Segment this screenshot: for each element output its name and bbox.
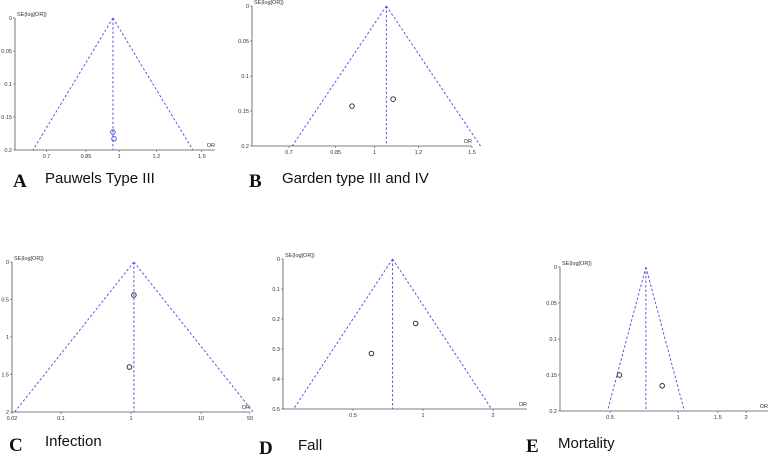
funnel-left-limit xyxy=(33,18,113,150)
study-point xyxy=(660,384,665,389)
x-tick-label: 0.02 xyxy=(6,416,18,422)
panel-c-plot xyxy=(1,256,253,422)
funnel-right-limit xyxy=(646,267,684,411)
x-tick-label: 0.85 xyxy=(330,150,341,156)
x-axis-title: OR xyxy=(206,143,215,149)
panel-a-title: Pauwels Type III xyxy=(45,170,155,187)
study-point xyxy=(391,97,396,102)
funnel-left-limit xyxy=(607,267,645,411)
x-tick-label: 2 xyxy=(744,415,748,421)
panel-a-letter: A xyxy=(13,171,27,192)
funnel-left-limit xyxy=(15,262,134,412)
x-axis-title: OR xyxy=(463,139,472,145)
y-tick-label: 0 xyxy=(245,4,249,10)
y-tick-label: 0.5 xyxy=(272,407,280,413)
funnel-right-limit xyxy=(134,262,253,412)
funnel-left-limit xyxy=(292,6,386,146)
study-point xyxy=(369,351,374,356)
y-tick-label: 0.15 xyxy=(238,109,249,115)
y-tick-label: 0.15 xyxy=(1,115,12,121)
y-tick-label: 0 xyxy=(8,16,12,22)
panel-b-letter: B xyxy=(249,171,262,192)
x-tick-label: 1 xyxy=(373,150,377,156)
y-axis-title: SE(log[OR]) xyxy=(285,253,315,259)
x-tick-label: 0.85 xyxy=(80,154,92,160)
y-tick-label: 0.2 xyxy=(549,409,557,415)
y-tick-label: 0.1 xyxy=(4,82,12,88)
y-tick-label: 0.05 xyxy=(1,49,12,55)
x-tick-label: 0.7 xyxy=(42,154,51,160)
y-tick-label: 0.05 xyxy=(238,39,249,45)
study-point xyxy=(350,104,355,109)
panel-e-plot xyxy=(546,261,768,421)
panel-a-plot xyxy=(1,12,215,160)
y-tick-label: 0.2 xyxy=(241,144,249,150)
panel-b-title: Garden type III and IV xyxy=(282,170,429,187)
funnel-right-limit xyxy=(393,259,492,409)
panel-e-letter: E xyxy=(526,436,539,457)
y-tick-label: 0.2 xyxy=(4,148,12,154)
y-tick-label: 1 xyxy=(5,335,9,341)
y-tick-label: 0.2 xyxy=(272,317,280,323)
panel-c-letter: C xyxy=(9,435,23,456)
x-tick-label: 1.2 xyxy=(414,150,423,156)
y-tick-label: 0.1 xyxy=(241,74,249,80)
y-tick-label: 0.1 xyxy=(272,287,280,293)
panel-b-plot xyxy=(238,0,480,156)
y-tick-label: 0.5 xyxy=(1,297,9,304)
y-tick-label: 0 xyxy=(553,265,557,271)
y-axis-title: SE(log[OR]) xyxy=(254,0,284,6)
x-tick-label: 1 xyxy=(117,154,121,160)
x-tick-label: 1.2 xyxy=(152,154,161,160)
study-point xyxy=(413,321,418,326)
x-tick-label: 10 xyxy=(197,416,205,422)
x-tick-label: 0.1 xyxy=(57,416,65,422)
panel-d-title: Fall xyxy=(298,437,323,454)
y-tick-label: 0.3 xyxy=(272,347,280,353)
funnel-right-limit xyxy=(386,6,480,146)
x-axis-title: OR xyxy=(241,405,250,411)
y-tick-label: 0.05 xyxy=(546,301,557,307)
y-tick-label: 2 xyxy=(5,410,9,416)
x-tick-label: 1 xyxy=(129,416,133,422)
panel-d-plot xyxy=(272,253,527,419)
study-point xyxy=(127,365,132,370)
x-tick-label: 2 xyxy=(491,413,495,419)
panel-c-title: Infection xyxy=(45,433,102,450)
x-tick-label: 0.7 xyxy=(285,150,293,156)
x-tick-label: 0.5 xyxy=(349,413,357,419)
x-axis-title: OR xyxy=(759,404,768,410)
study-point xyxy=(617,373,622,378)
y-axis-title: SE(log[OR]) xyxy=(14,256,44,262)
y-tick-label: 0 xyxy=(5,260,9,266)
y-axis-title: SE(log[OR]) xyxy=(17,12,47,18)
y-tick-label: 0.1 xyxy=(549,337,557,343)
x-tick-label: 1 xyxy=(421,413,425,419)
y-tick-label: 0.4 xyxy=(272,377,280,383)
x-tick-label: 1 xyxy=(676,415,680,421)
x-tick-label: 1.5 xyxy=(468,150,476,156)
study-point xyxy=(112,136,117,141)
panel-e-title: Mortality xyxy=(558,435,615,452)
x-tick-label: 0.5 xyxy=(606,415,614,421)
x-tick-label: 1.5 xyxy=(714,415,722,421)
x-axis-title: OR xyxy=(518,402,527,408)
funnel-left-limit xyxy=(294,259,393,409)
x-tick-label: 50 xyxy=(246,416,254,422)
panel-d-letter: D xyxy=(259,438,273,459)
y-axis-title: SE(log[OR]) xyxy=(562,261,592,267)
y-tick-label: 0 xyxy=(276,257,280,263)
y-tick-label: 1.5 xyxy=(1,372,9,379)
x-tick-label: 1.5 xyxy=(198,154,206,160)
y-tick-label: 0.15 xyxy=(546,373,557,379)
funnel-right-limit xyxy=(113,18,193,150)
